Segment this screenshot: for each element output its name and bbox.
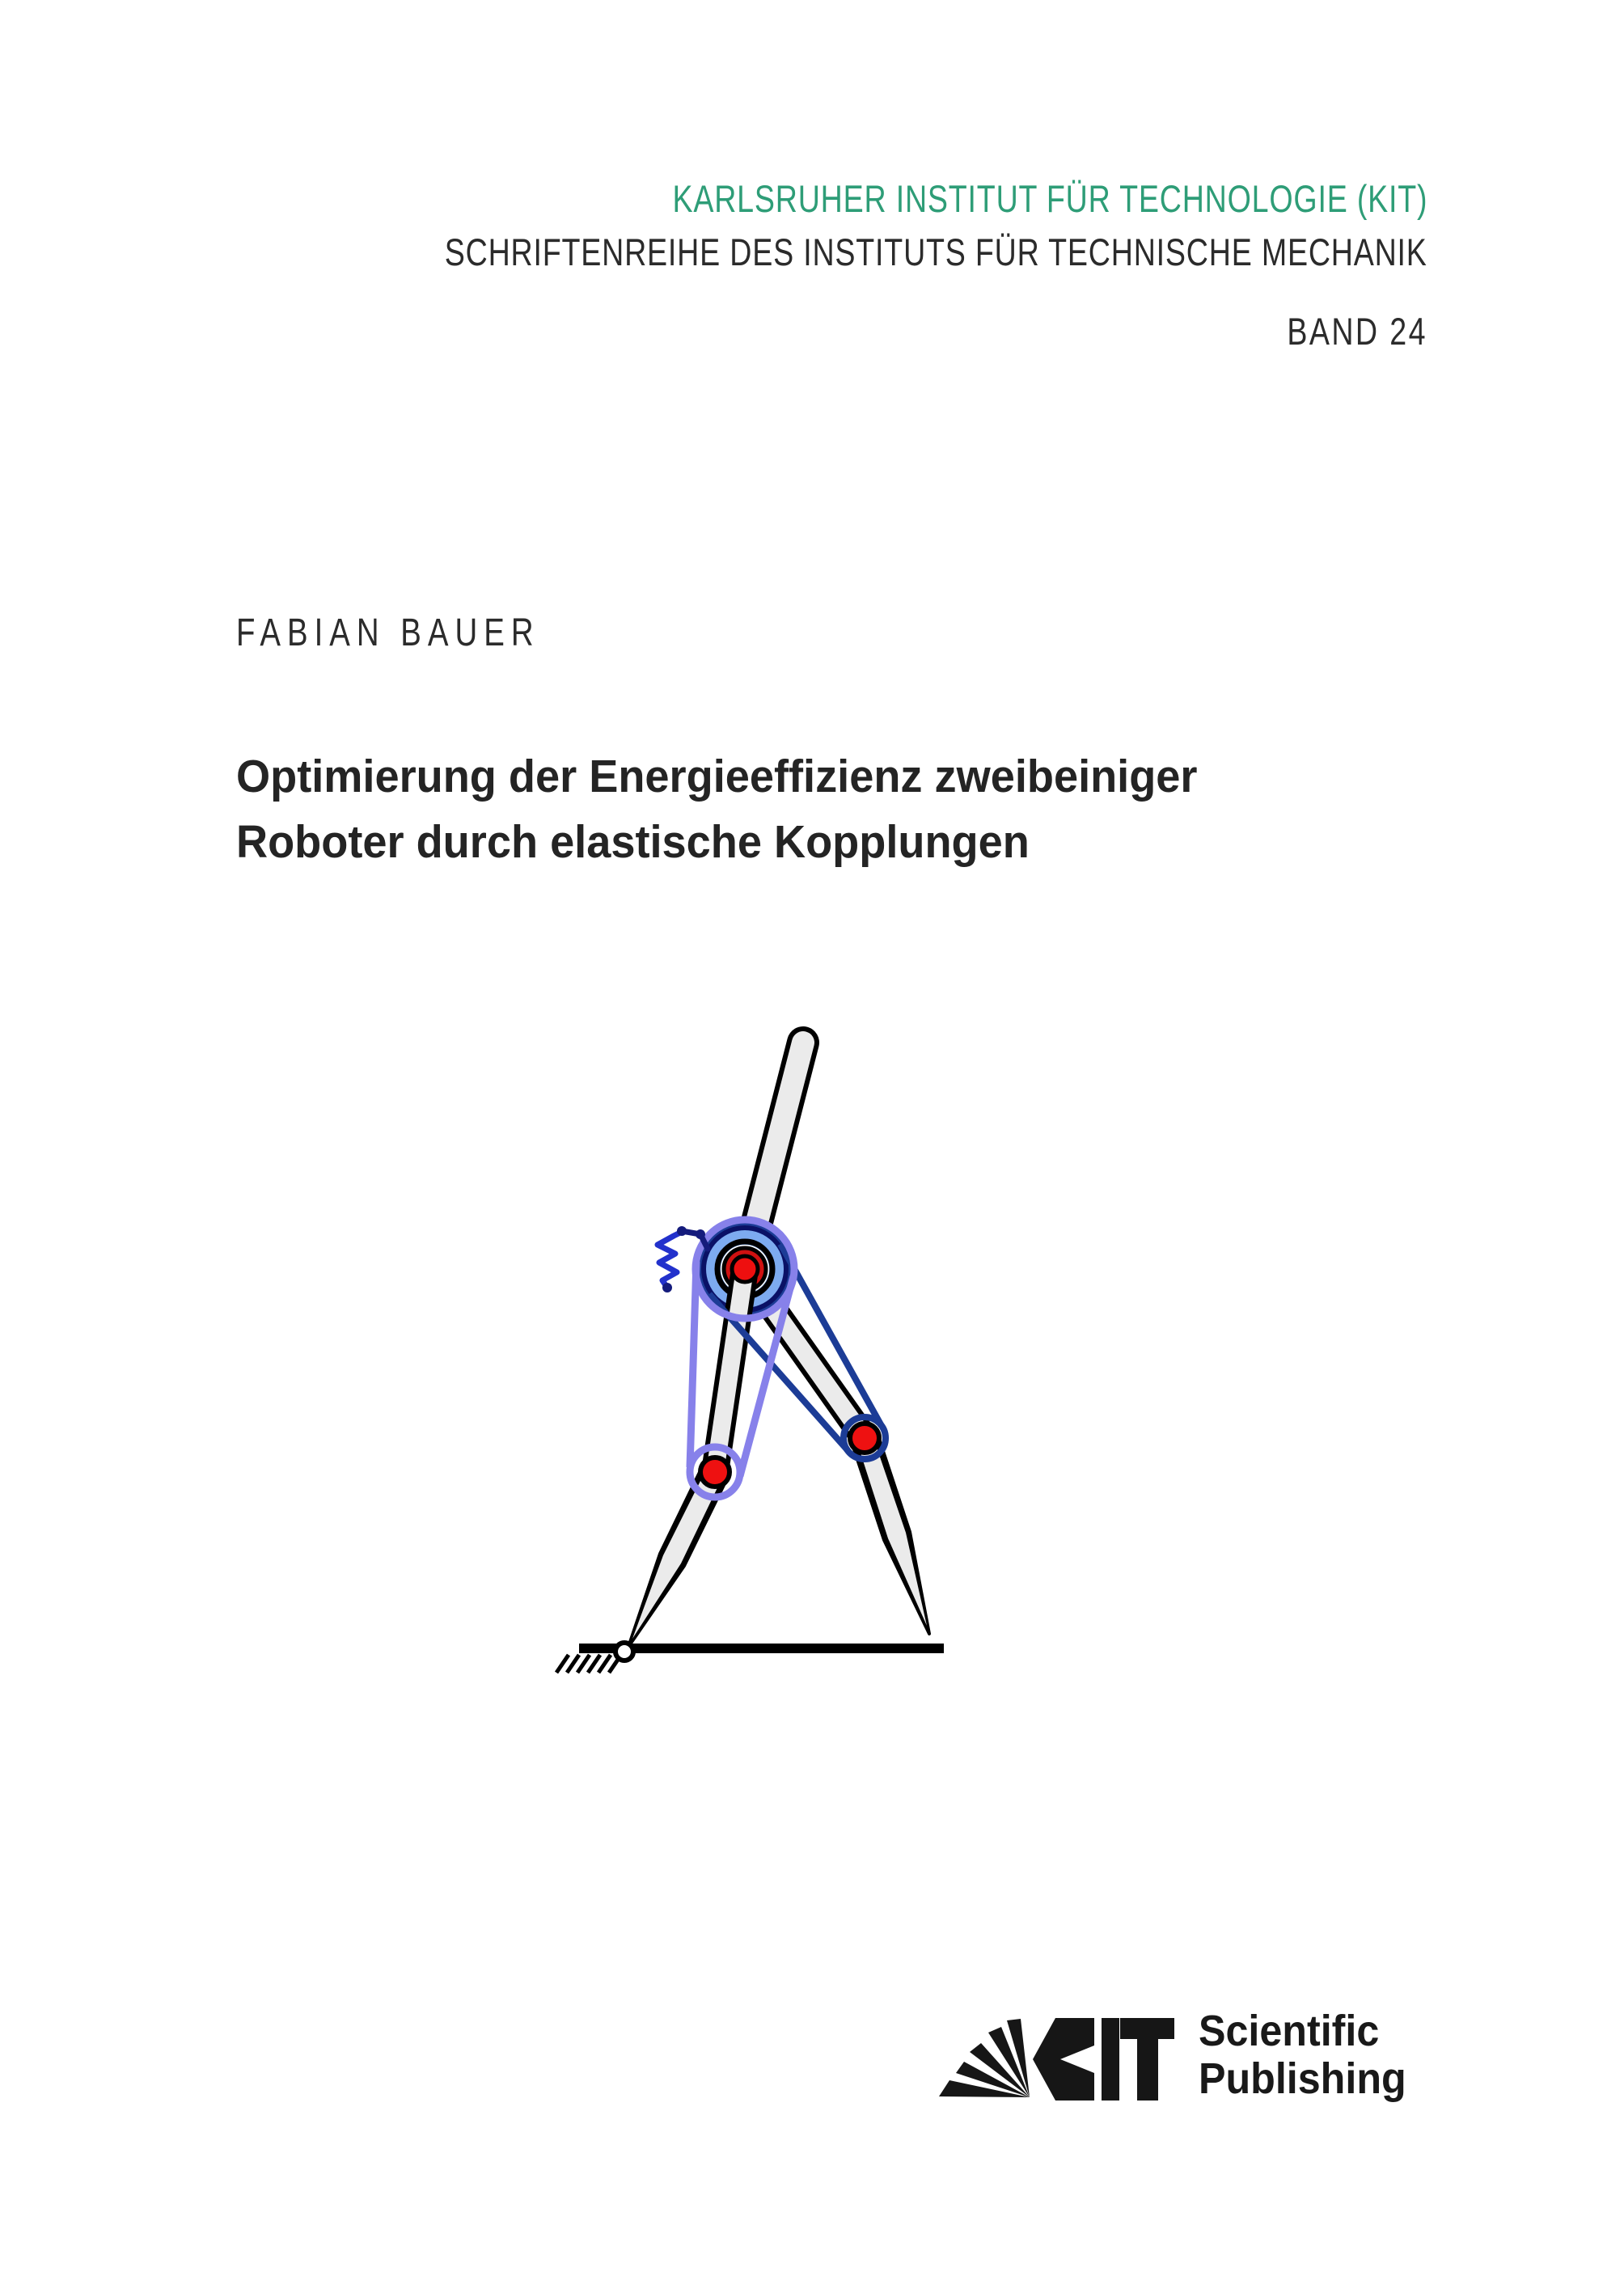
kit-logo-letters [1033,2018,1174,2101]
biped-robot-diagram [550,1015,971,1686]
kit-publisher-logo [930,2006,1189,2111]
foot-pivot [615,1643,633,1661]
swing-shank [856,1436,927,1626]
stance-shank [628,1466,727,1647]
swing-leg [745,1269,929,1634]
swing-knee-joint [850,1424,879,1453]
kit-fan-icon [939,2019,1030,2097]
series-title: SCHRIFTENREIHE DES INSTITUTS FÜR TECHNISCHE MECHANIK [445,231,1427,273]
ground-hatching [556,1655,621,1673]
hip-hub-inner [732,1256,758,1282]
ground [556,1643,944,1673]
series-volume-label: BAND 24 [1287,310,1427,353]
publisher-name-line1: Scientific [1199,2007,1380,2055]
author-name: FABIAN BAUER [236,611,540,654]
book-title-line2: Roboter durch elastische Kopplungen [236,816,1030,868]
institution-name: KARLSRUHER INSTITUT FÜR TECHNOLOGIE (KIT) [672,177,1427,220]
book-title-line1: Optimierung der Energieeffizienz zweibeiniger [236,751,1198,802]
stance-knee-joint [700,1457,730,1487]
publisher-name-line2: Publishing [1199,2054,1406,2103]
book-title [236,744,1198,875]
publisher-name [1199,2007,1406,2103]
